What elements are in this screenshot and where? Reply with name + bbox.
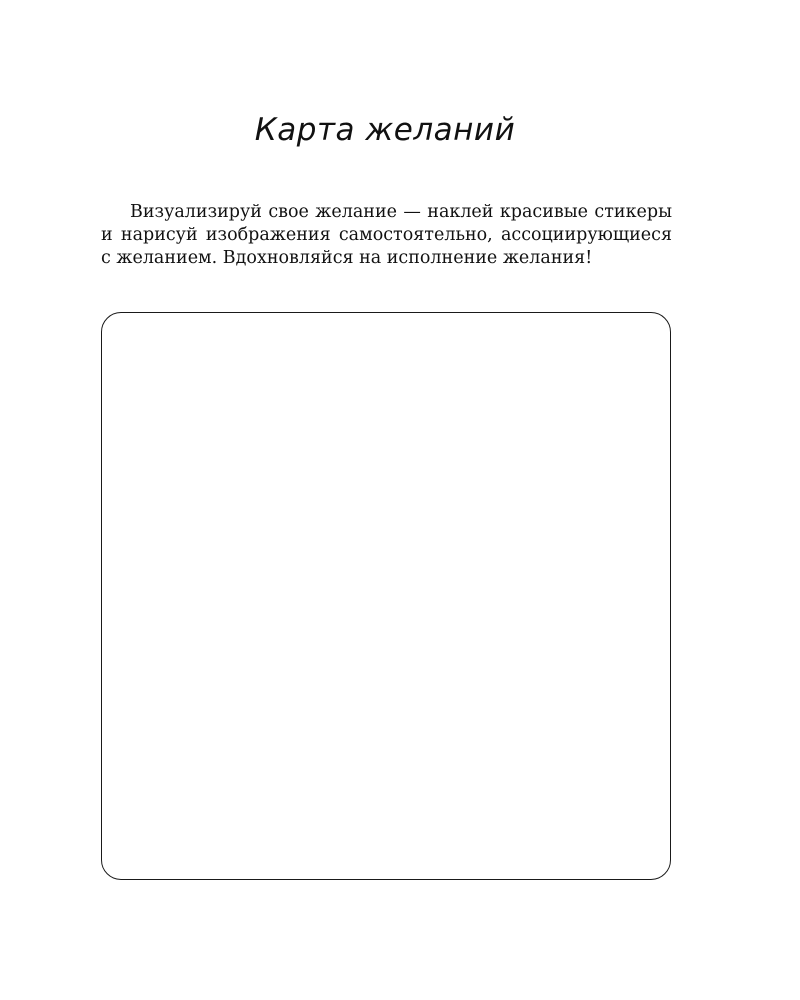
wish-map-drawing-area <box>101 312 671 880</box>
page-title: Карта желаний <box>254 112 516 148</box>
intro-paragraph: Визуализируй свое желание — наклей красивые стикеры и нарисуй изображения самостоятельно, ассоциирующиеся с желанием. Вдохновляйся на исполнение желания! <box>101 202 672 268</box>
